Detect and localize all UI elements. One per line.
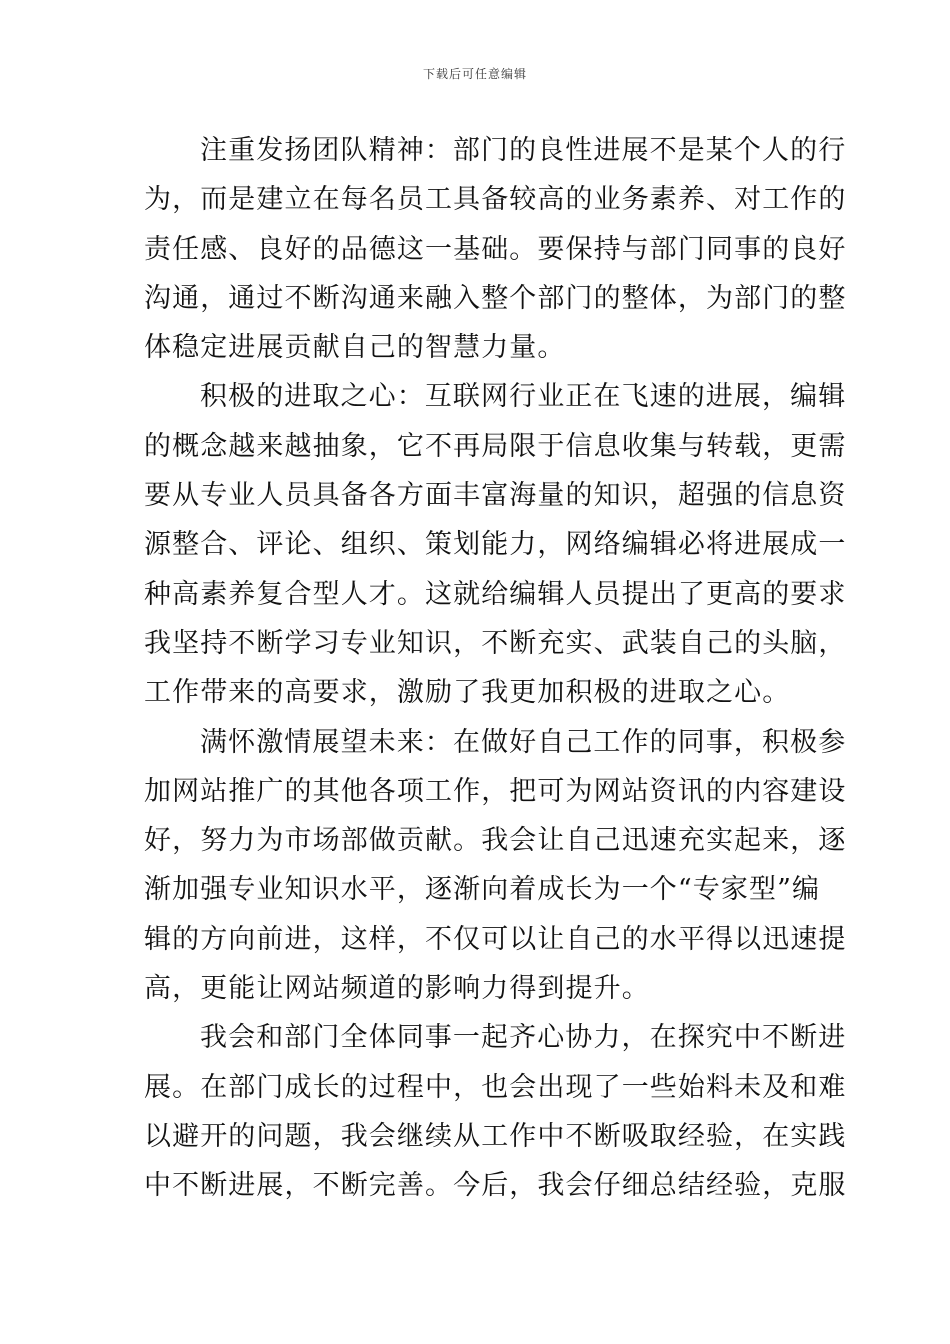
text-line: 体稳定进展贡献自己的智慧力量。 [144, 332, 566, 364]
text-line: 我坚持不断学习专业知识，不断充实、武装自己的头脑， [144, 627, 847, 659]
page-header: 下载后可任意编辑 [422, 67, 527, 81]
text-line: 满怀激情展望未来：在做好自己工作的同事，积极参 [200, 726, 847, 758]
text-line: 种高素养复合型人才。这就给编辑人员提出了更高的要求 [144, 578, 847, 610]
text-line: 源整合、评论、组织、策划能力，网络编辑必将进展成一 [144, 529, 847, 561]
text-line: 的概念越来越抽象，它不再局限于信息收集与转载，更需 [144, 430, 847, 462]
text-line: 好，努力为市场部做贡献。我会让自己迅速充实起来，逐 [144, 825, 847, 857]
document-body [144, 126, 847, 1211]
text-line: 工作带来的高要求，激励了我更加积极的进取之心。 [144, 677, 791, 709]
paragraph-cooperation [144, 1013, 847, 1210]
text-line: 以避开的问题，我会继续从工作中不断吸取经验，在实践 [144, 1120, 847, 1152]
paragraph-teamwork [144, 126, 847, 372]
text-line: 为，而是建立在每名员工具备较高的业务素养、对工作的 [144, 184, 847, 216]
text-line: 中不断进展，不断完善。今后，我会仔细总结经验，克服 [144, 1170, 847, 1202]
text-line: 积极的进取之心：互联网行业正在飞速的进展，编辑 [200, 381, 847, 413]
paragraph-outlook [144, 718, 847, 1014]
text-line: 我会和部门全体同事一起齐心协力，在探究中不断进 [200, 1022, 847, 1054]
text-line: 渐加强专业知识水平，逐渐向着成长为一个“专家型”编 [144, 874, 821, 906]
text-line: 责任感、良好的品德这一基础。要保持与部门同事的良好 [144, 233, 847, 265]
paragraph-enterprising [144, 372, 847, 717]
text-line: 高，更能让网站频道的影响力得到提升。 [144, 973, 650, 1005]
text-line: 展。在部门成长的过程中，也会出现了一些始料未及和难 [144, 1071, 847, 1103]
text-line: 沟通，通过不断沟通来融入整个部门的整体，为部门的整 [144, 282, 847, 314]
text-line: 要从专业人员具备各方面丰富海量的知识，超强的信息资 [144, 480, 847, 512]
text-line: 加网站推广的其他各项工作，把可为网站资讯的内容建设 [144, 775, 847, 807]
text-line: 注重发扬团队精神：部门的良性进展不是某个人的行 [200, 135, 847, 166]
text-line: 辑的方向前进，这样，不仅可以让自己的水平得以迅速提 [144, 923, 847, 955]
